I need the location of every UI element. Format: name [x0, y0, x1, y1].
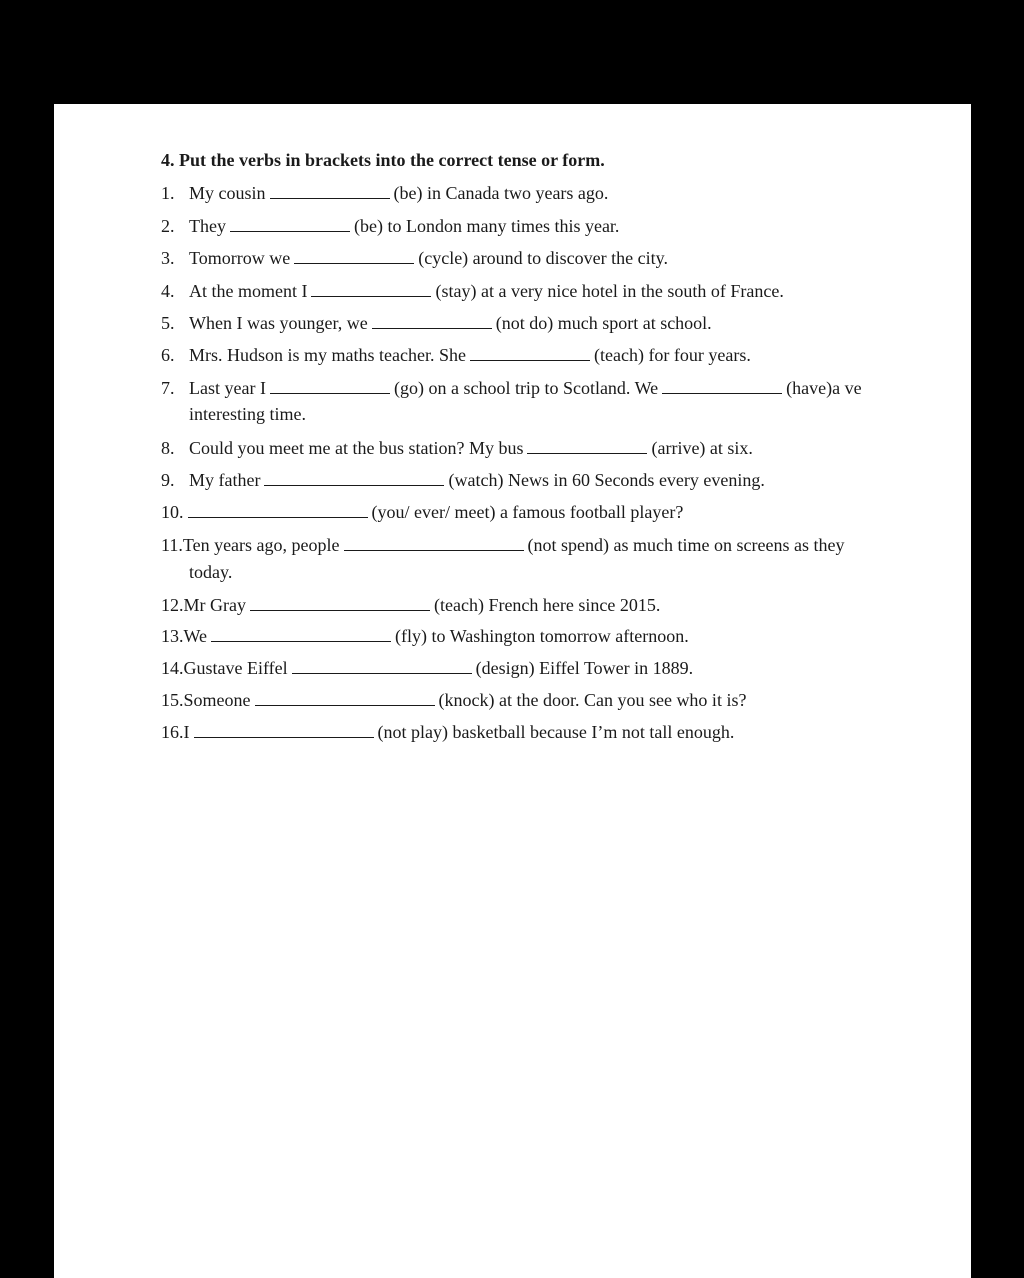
- list-item: [161, 501, 683, 523]
- item-text-before: Last year I: [189, 378, 266, 398]
- item-text-after: (you/ ever/ meet) a famous football player?: [371, 502, 684, 522]
- item-number: 16.: [161, 722, 184, 742]
- item-text-after: (not play) basketball because I’m not tall enough.: [377, 722, 735, 742]
- item-text-before: At the moment I: [189, 281, 308, 301]
- answer-blank[interactable]: [194, 723, 374, 738]
- item-text-before: Mr Gray: [183, 595, 246, 615]
- item-number: 15.: [161, 690, 184, 710]
- item-number: 4.: [161, 281, 175, 301]
- item-text-after: (stay) at a very nice hotel in the south of France.: [435, 281, 784, 301]
- item-number: 13.: [161, 626, 184, 646]
- list-item: [161, 689, 746, 711]
- item-text-after: (knock) at the door. Can you see who it is?: [438, 690, 747, 710]
- item-number: 10.: [161, 502, 184, 522]
- item-text-middle: (go) on a school trip to Scotland. We: [393, 378, 659, 398]
- list-item: [161, 312, 712, 334]
- answer-blank[interactable]: [264, 471, 444, 486]
- item-text-before: My cousin: [189, 183, 266, 203]
- list-item: [161, 625, 689, 647]
- item-text-before: When I was younger, we: [189, 313, 368, 333]
- item-text-before: Someone: [183, 690, 251, 710]
- answer-blank[interactable]: [470, 346, 590, 361]
- list-item: [161, 247, 668, 269]
- item-number: 14.: [161, 658, 184, 678]
- list-item: [161, 469, 765, 491]
- item-text-before: Could you meet me at the bus station? My bus: [189, 438, 524, 458]
- list-item: [161, 594, 660, 616]
- list-item: [161, 280, 784, 302]
- answer-blank[interactable]: [250, 596, 430, 611]
- item-continuation: interesting time.: [189, 404, 306, 424]
- item-text-before: Tomorrow we: [189, 248, 291, 268]
- answer-blank[interactable]: [211, 627, 391, 642]
- item-continuation: today.: [189, 562, 233, 582]
- list-item: [161, 182, 608, 204]
- item-number: 9.: [161, 470, 175, 490]
- answer-blank[interactable]: [527, 439, 647, 454]
- item-text-after: (be) to London many times this year.: [353, 216, 620, 236]
- item-text-after: (teach) French here since 2015.: [433, 595, 661, 615]
- item-number: 11.: [161, 535, 183, 555]
- item-text-before: We: [183, 626, 208, 646]
- item-number: 2.: [161, 216, 175, 236]
- item-text-after: (teach) for four years.: [593, 345, 751, 365]
- answer-blank[interactable]: [311, 282, 431, 297]
- list-item: [161, 377, 862, 399]
- item-text-before: My father: [189, 470, 261, 490]
- item-text-before: Gustave Eiffel: [183, 658, 288, 678]
- answer-blank[interactable]: [270, 184, 390, 199]
- item-text-after: (be) in Canada two years ago.: [393, 183, 609, 203]
- answer-blank[interactable]: [230, 217, 350, 232]
- list-item: [161, 534, 844, 556]
- item-text-after: (not do) much sport at school.: [495, 313, 712, 333]
- answer-blank[interactable]: [188, 503, 368, 518]
- item-number: 3.: [161, 248, 175, 268]
- item-text-after: (watch) News in 60 Seconds every evening.: [448, 470, 765, 490]
- list-item: [161, 657, 693, 679]
- answer-blank[interactable]: [372, 314, 492, 329]
- item-text-before: I: [183, 722, 190, 742]
- list-item: [161, 721, 734, 743]
- item-text-before: Mrs. Hudson is my maths teacher. She: [189, 345, 466, 365]
- item-number: 12.: [161, 595, 184, 615]
- answer-blank[interactable]: [294, 249, 414, 264]
- answer-blank[interactable]: [255, 691, 435, 706]
- answer-blank[interactable]: [292, 659, 472, 674]
- item-text-after: (not spend) as much time on screens as they: [527, 535, 845, 555]
- list-item: [161, 437, 753, 459]
- item-number: 5.: [161, 313, 175, 333]
- list-item: [161, 215, 619, 237]
- item-number: 6.: [161, 345, 175, 365]
- item-number: 7.: [161, 378, 175, 398]
- exercise-heading: 4. Put the verbs in brackets into the correct tense or form.: [161, 150, 605, 170]
- item-text-after: (cycle) around to discover the city.: [418, 248, 668, 268]
- item-text-after: (design) Eiffel Tower in 1889.: [475, 658, 694, 678]
- answer-blank[interactable]: [344, 536, 524, 551]
- answer-blank[interactable]: [270, 379, 390, 394]
- worksheet-page: [54, 104, 971, 1278]
- item-text-after: (arrive) at six.: [651, 438, 753, 458]
- item-number: 1.: [161, 183, 175, 203]
- item-text-before: They: [189, 216, 226, 236]
- item-text-after: (fly) to Washington tomorrow afternoon.: [395, 626, 689, 646]
- item-text-after: (have)a ve: [786, 378, 862, 398]
- answer-blank[interactable]: [662, 379, 782, 394]
- item-text-before: Ten years ago, people: [182, 535, 340, 555]
- list-item: [161, 344, 751, 366]
- item-number: 8.: [161, 438, 175, 458]
